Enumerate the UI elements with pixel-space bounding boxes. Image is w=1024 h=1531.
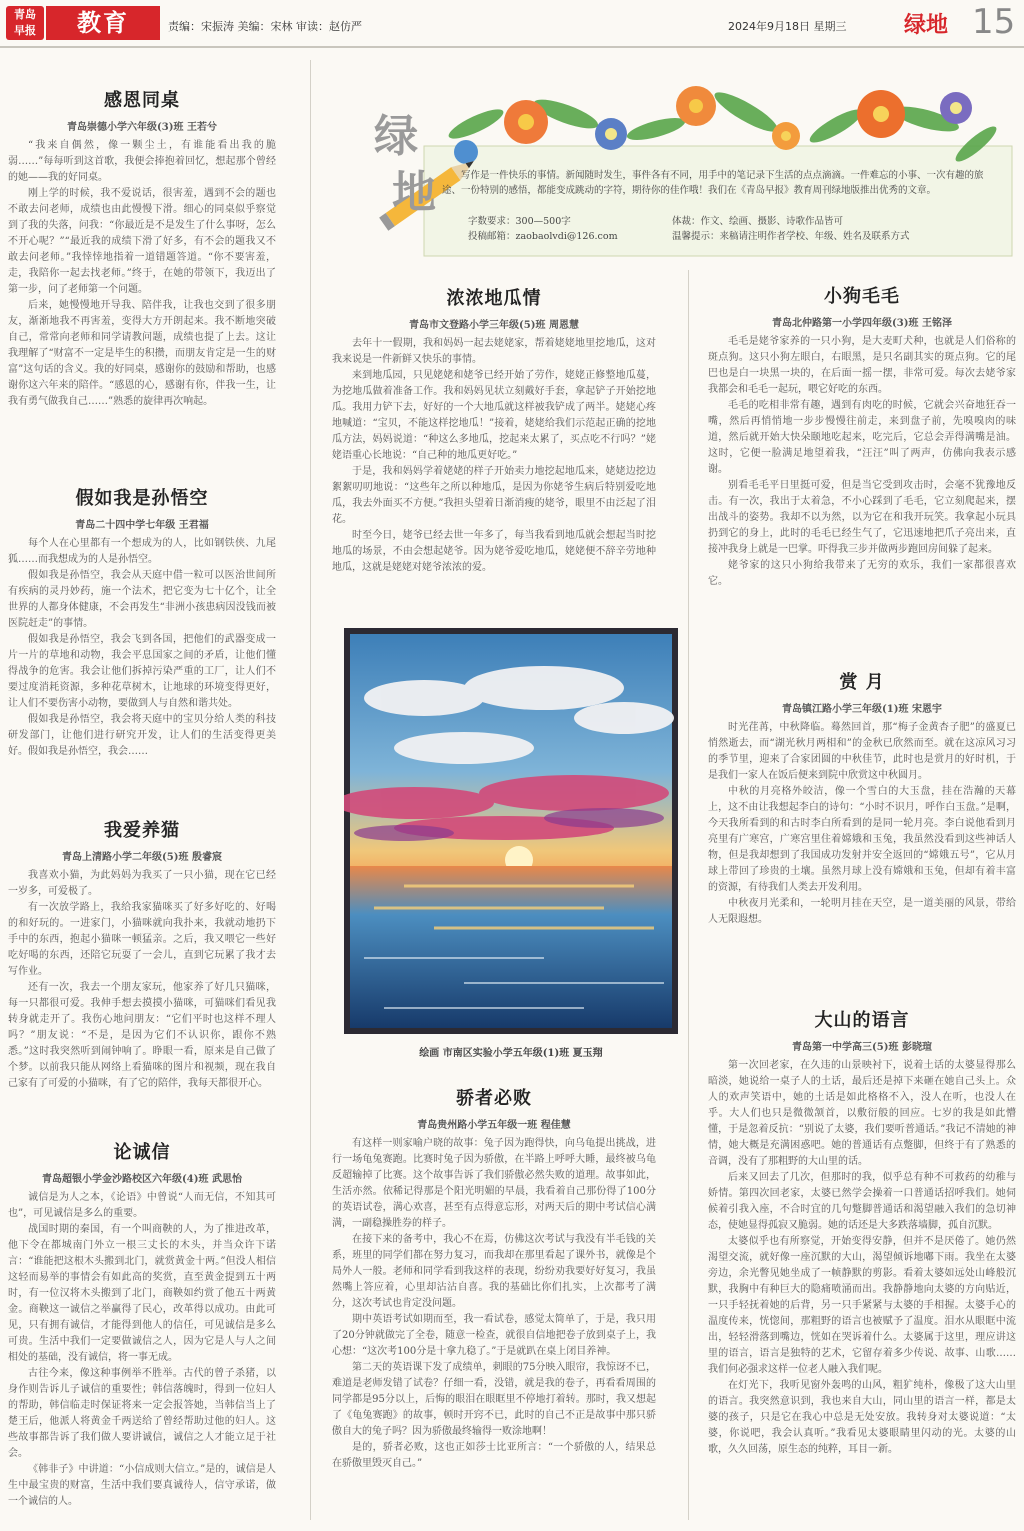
article-paragraph: 有这样一则家喻户晓的故事：兔子因为跑得快，向乌龟提出挑战，进行一场龟兔赛跑。比赛时兔子因为骄傲，在半路上呼呼大睡，最终被乌龟反超输掉了比赛。这个故事告诉了我们骄傲必然失败的道理。故事如此，生活亦然。依稀记得那是个阳光明媚的早晨，我看着自己那份得了100分的英语试卷，满心欢喜，甚至有点得意忘形，对两天后的期中考试信心满满，一副稳操胜券的样子。 (332, 1138, 656, 1229)
article-puppy-maomao (708, 282, 1016, 590)
editor-credits: 责编：宋振涛 美编：宋林 审读：赵仿严 (168, 20, 362, 33)
article-paragraph: 后来又回去了几次，但那时的我，似乎总有种不可救药的幼稚与娇情。第四次回老家，太婆已然学会操着一口普通话招呼我们。她伺候着引我入座，不合时宜的几句蹩脚普通话和渴望融入我们的急切神态，使她显得孤寂又脆弱。她的话还是大多跌落墙脚，孤自沉默。 (708, 1172, 1016, 1231)
article-byline: 青岛北仲路第一小学四年级(3)班 王铭泽 (772, 318, 952, 329)
article-title: 假如我是孙悟空 (75, 488, 209, 509)
article-title: 感恩同桌 (104, 90, 180, 111)
article-sweet-potato (332, 284, 656, 576)
article-title: 浓浓地瓜情 (446, 288, 542, 309)
article-paragraph: 于是，我和妈妈学着姥姥的样子开始卖力地挖起地瓜来，姥姥边挖边絮絮叨叨地说：“这些年之所以种地瓜，是因为你姥爷生病后特别爱吃地瓜，我去外面买不方便。”我担头望着日渐消瘦的姥爷，眼里不由泛起了泪花。 (332, 466, 656, 525)
article-body (332, 1136, 656, 1472)
article-title: 骄者必败 (456, 1088, 532, 1109)
article-paragraph: “我来自偶然，像一颗尘土，有谁能看出我的脆弱……”每每听到这首歌，我便会捧抱着回忆，想起那个曾经的她——我的好同桌。 (8, 140, 276, 183)
article-gratitude-deskmate (8, 86, 276, 410)
article-paragraph: 假如我是孙悟空，我会飞到各国，把他们的武器变成一片一片的草地和动物，我会平息国家之间的矛盾，让他们懂得战争的危害。我会让他们拆掉污染严重的工厂，让人们不要过度消耗资源，多种花草树木，让地球的环境变得更好，让人们不要伤害小动物，要做到人与自然和谐共处。 (8, 634, 276, 709)
article-byline: 青岛上清路小学二年级(5)班 殷睿宸 (62, 852, 222, 863)
banner-intro (442, 168, 1002, 198)
article-body (708, 1058, 1016, 1458)
article-body (8, 536, 276, 760)
article-paragraph: 第一次回老家，在久违的山景映衬下，说着土话的太婆显得那么暗淡，她说给一桌子人的土话，最后还是掉下来砸在她自己头上。众人的欢声笑语中，她的土话是如此格格不入，没人在听，也没人在乎。大人们也只是微微颔首，以敷衍般的回应。七岁的我是如此懵懂，于是忽着反抗：“别说了太婆，我们要听普通话。”我记不清她的神情，她大概是充满困惑吧。她的普通话有点蹩脚，但终于有了熟悉的音调，没有了那粗野的大山里的话。 (708, 1060, 1016, 1167)
article-byline: 青岛崇德小学六年级(3)班 王若兮 (67, 122, 217, 133)
painting-caption: 绘画 市南区实验小学五年级(1)班 夏玉翔 (419, 1048, 603, 1059)
article-body (708, 720, 1016, 928)
article-paragraph: 期中英语考试如期而至，我一看试卷，感觉太简单了，于是，我只用了20分钟就做完了全卷，随意一检查，就很自信地把卷子放到桌子上，我心想：“这次考100分是十拿九稳了。”于是就趴在桌上闭目养神。 (332, 1314, 656, 1357)
logo-bottom-text: 早报 (14, 24, 36, 37)
issue-date: 2024年9月18日 星期三 (728, 20, 847, 33)
header-divider (0, 46, 1024, 48)
article-i-love-cats (8, 816, 276, 1092)
article-paragraph: 来到地瓜园，只见姥姥和姥爷已经开始了劳作，姥姥正修整地瓜蔓，为挖地瓜做着准备工作。我和妈妈见状立刻戴好手套，拿起铲子开始挖地瓜。我用力铲下去，好好的一个大地瓜就这样被我铲成了两半。姥姥心疼地喊道：“宝贝，不能这样挖地瓜！”接着，姥姥给我们示范起正确的挖地瓜方法，妈妈说道：“种这么多地瓜，挖起来太累了，买点吃不行吗？”姥姥语重心长地说：“自己种的地瓜更好吃。” (332, 370, 656, 461)
article-body (8, 138, 276, 410)
word-count-requirement: 字数要求：300—500字 (468, 216, 571, 227)
logo-top-text: 青岛 (14, 8, 36, 21)
article-pride-fails (332, 1084, 656, 1472)
article-body (708, 334, 1016, 590)
article-paragraph: 中秋的月亮格外皎洁，像一个雪白的大玉盘，挂在浩瀚的天幕上，这不由让我想起李白的诗句：“小时不识月，呼作白玉盘。”是啊，今天我所看到的和古时李白所看到的是同一轮月亮。李白说他看到月亮里有广寒宫，广寒宫里住着嫦娥和玉兔，我虽然没看到这些神话人物，但是我却想到了我国成功发射并安全返回的“嫦娥五号”，它从月球上带回了珍贵的土壤。虽然月球上没有嫦娥和玉兔，但却有着丰富的资源，有待我们人类去开发利用。 (708, 786, 1016, 893)
article-title: 小狗毛毛 (824, 286, 900, 307)
article-body (8, 868, 276, 1092)
banner-char-green: 绿 (374, 111, 418, 162)
article-paragraph: 战国时期的秦国，有一个叫商鞅的人，为了推进改革，他下令在都城南门外立一根三丈长的木头，并当众许下诺言：“谁能把这根木头搬到北门，就赏黄金十两。”但没人相信这轻而易举的事情会有如此高的奖赏，直至黄金提到五十两时，有一位汉将木头搬到了北门，商鞅如约赏了他五十两黄金。商鞅这一诚信之举赢得了民心，改革得以成功。由此可见，只有拥有诚信，才能得到他人的信任，可见诚信是多么可贵。生活中我们一定要做诚信之人，因为它是人与人之间相处的基础，没有诚信，将一事无成。 (8, 1224, 276, 1363)
article-paragraph: 毛毛的吃相非常有趣，遇到有肉吃的时候，它就会兴奋地狂吞一嘴，然后再悄悄地一步步慢慢往前走，来到盘子前，先嗅嗅肉的味道，然后就开始大快朵颐地吃起来，吃完后，它总会弄得满嘴是油。这时，它便一脸满足地望着我，“汪汪”叫了两声，仿佛向我表示感谢。 (708, 400, 1016, 475)
article-paragraph: 假如我是孙悟空，我会将天庭中的宝贝分给人类的科技研发部门，让他们进行研究开发，让人们的生活变得更美好。假如我是孙悟空，我会…… (8, 714, 276, 757)
article-paragraph: 在接下来的备考中，我心不在焉，仿佛这次考试与我没有半毛钱的关系，班里的同学们都在努力复习，而我却在那里看起了课外书，就像是个局外人一般。老师和同学看到我这样的表现，纷纷劝我要好好复习，我虽然嘴上答应着，心里却沾沾自喜。我的基础比你们扎实，上次都考了满分，这次考试也肯定没问题。 (332, 1234, 656, 1309)
article-paragraph: 在灯光下，我听见窗外轰鸣的山风，粗犷纯朴，像极了这大山里的语言。我突然意识到，我也来自大山，同山里的语言一样，都是太婆的孩子，只是它在我心中总是无处安放。我转身对太婆说道：“太婆，你说吧，我会认真听。”我看见太婆眼睛里闪动的光。太婆的山歌，久久回荡，原生态的纯粹，耳目一新。 (708, 1380, 1016, 1455)
article-byline: 青岛二十四中学七年级 王君福 (75, 520, 209, 531)
section-title: 教育 (46, 6, 160, 40)
banner-char-land: 地 (392, 167, 436, 218)
article-paragraph: 刚上学的时候，我不爱说话，很害羞，遇到不会的题也不敢去问老师，成绩也由此慢慢下滑。细心的同桌似乎察觉到了我的失落，问我：“你最近是不是发生了什么事呀，怎么不开心呢？”“最近我的成绩下滑了好多，有不会的题我又不敢去问老师。”我悻悻地指着一道错题答道。“你不要害羞，走，我陪你一起去找老师。”终于，在她的带领下，我迈出了第一步，问了老师第一个问题。 (8, 188, 276, 295)
submission-info (468, 214, 1008, 244)
article-body (8, 1190, 276, 1510)
article-title: 大山的语言 (814, 1010, 910, 1031)
banner-intro-text: 写作是一件快乐的事情。新闻随时发生，事件各有不同，用手中的笔记录下生活的点点滴滴。一件难忘的小事、一次有趣的旅途、一份特别的感悟，都能变成跳动的字符，期待你的佳作哦！我们在《青岛早报》教育周刊绿地版推出优秀的文章。 (442, 170, 984, 196)
article-paragraph: 我喜欢小猫，为此妈妈为我买了一只小猫，现在它已经一岁多，可爱极了。 (8, 870, 276, 897)
article-paragraph: 姥爷家的这只小狗给我带来了无穷的欢乐，我们一家都很喜欢它。 (708, 560, 1016, 587)
article-paragraph: 中秋夜月光柔和，一轮明月挂在天空，是一道美丽的风景，带给人无限遐想。 (708, 898, 1016, 925)
article-paragraph: 去年十一假期，我和妈妈一起去姥姥家，帮着姥姥地里挖地瓜，这对我来说是一件新鲜又快乐的事情。 (332, 338, 656, 365)
article-paragraph: 别看毛毛平日里挺可爱，但是当它受到攻击时，会毫不犹豫地反击。有一次，我出于太着急，不小心踩到了毛毛，它立刻爬起来，摆出战斗的姿势。我却不以为然，以为它在和我开玩笑。我拿起小玩具扔到它的身上，此时的毛毛已经生气了，它迅速地把爪子亮出来，直接冲我身上就是一巴掌。吓得我三步并做两步跑回房间躲了起来。 (708, 480, 1016, 555)
submission-email[interactable]: 投稿邮箱：zaobaolvdi@126.com (468, 231, 618, 242)
article-title: 赏 月 (839, 672, 885, 693)
article-paragraph: 后来，她慢慢地开导我、陪伴我，让我也交到了很多朋友，渐渐地我不再害羞，变得大方开朗起来。我不断地突破自己，常常向老师和同学请教问题，成绩也提了上去。这让我理解了“财富不一定是毕生的积攒，而朋友肯定是一生的财富”这句话的含义。我的好同桌，感谢你的鼓励和帮助，也感谢你这六年来的陪伴。“感恩的心，感谢有你，伴我一生，让我有勇气做我自己……”熟悉的旋律再次响起。 (8, 300, 276, 407)
article-title: 论诚信 (113, 1142, 171, 1163)
article-paragraph: 有一次放学路上，我给我家猫咪买了好多好吃的、好喝的和好玩的。一进家门，小猫咪就向我扑来，我就动地扔下手中的东西，抱起小猫咪一顿猛亲。之后，我又喂它一些好吃好喝的东西，还陪它玩耍了一会儿，直到它玩累了我才去写作业。 (8, 902, 276, 977)
article-byline: 青岛贵州路小学五年级一班 程佳慧 (417, 1120, 571, 1131)
newspaper-logo (6, 6, 44, 40)
article-on-integrity (8, 1138, 276, 1510)
article-paragraph: 毛毛是姥爷家养的一只小狗，是大麦町犬种，也就是人们俗称的斑点狗。这只小狗左眼白，右眼黑，是只名副其实的斑点狗。它的尾巴也是白一块黑一块的，在后面一摇一摆，非常可爱。每次去姥爷家我都会和毛毛一起玩，喂它好吃的东西。 (708, 336, 1016, 395)
article-mountain-language (708, 1006, 1016, 1458)
article-paragraph: 每个人在心里都有一个想成为的人，比如钢铁侠、九尾狐……而我想成为的人是孙悟空。 (8, 538, 276, 565)
submission-tip: 温馨提示：来稿请注明作者学校、年级、姓名及联系方式 (672, 231, 910, 242)
article-byline: 青岛超银小学金沙路校区六年级(4)班 武思怡 (42, 1174, 242, 1185)
article-paragraph: 第二天的英语课下发了成绩单，刺眼的75分映入眼帘，我惊讶不已，难道是老师发错了试卷？仔细一看，没错，就是我的卷子，再看看周围的同学都是95分以上，后悔的眼泪在眼眶里不停地打着转。那时，我又想起了《龟兔赛跑》的故事，顿时开窍不已，此时的自己不正是故事中那只骄傲自大的兔子吗？因为骄傲最终输得一败涂地啊！ (332, 1362, 656, 1437)
article-moon-viewing (708, 668, 1016, 928)
article-title: 我爱养猫 (104, 820, 180, 841)
genre-requirement: 体裁：作文、绘画、摄影、诗歌作品皆可 (672, 216, 844, 227)
article-paragraph: 还有一次，我去一个朋友家玩，他家养了好几只猫咪，每一只都很可爱。我伸手想去摸摸小猫咪，可猫咪们看见我转身就走开了。我伤心地问朋友：“它们平时也这样不理人吗？”朋友说：“不是，是因为它们不认识你，跟你不熟悉。”这时我突然听到闹钟响了。睁眼一看，原来是自己做了个梦。以前我只能从网络上看猫咪的图片和视频，现在我自己家有了可爱的小猫咪，有了它的陪伴，我每天都很开心。 (8, 982, 276, 1089)
article-paragraph: 时至今日，姥爷已经去世一年多了，每当我看到地瓜就会想起当时挖地瓜的场景，不由会想起姥爷。因为姥爷爱吃地瓜，姥姥便不辞辛劳地种地瓜，这就是姥姥对姥爷浓浓的爱。 (332, 530, 656, 573)
article-paragraph: 假如我是孙悟空，我会从天庭中借一粒可以医治世间所有疾病的灵丹妙药，施一个法术，把它变为七十亿个，让全世界的人都身体健康，不会再发生“非洲小孩患病因没钱而被医院赶走”的事情。 (8, 570, 276, 629)
article-body (332, 336, 656, 576)
article-paragraph: 《韩非子》中讲道：“小信成则大信立。”是的，诚信是人生中最宝贵的财富，生活中我们要真诚待人，信守承诺，做一个诚信的人。 (8, 1464, 276, 1507)
column-divider (688, 270, 689, 1520)
article-paragraph: 太婆似乎也有所察觉，开始变得安静，但并不是厌倦了。她仍然渴望交流，就好像一座沉默的大山，渴望倾诉地嘟下雨。我坐在太婆旁边，余光瞥见她坐成了一帧静默的剪影。看着太婆如远处山峰般沉默，我胸中有种巨大的隐痛喷涌而出。我静静地向太婆的方向贴近，一只手轻抚着她的后背，另一只手紧紧与太婆的手相握。太婆手心的温度传来，恍惚间，那粗野的语言也被赋予了温度。泪水从眼眶中流出，轻轻滑落到嘴边，恍如在哭诉着什么。太婆属于这里，理应讲这里的语言，语言是独特的艺术，它留存着多少传说、故事、山歌……我们何必强求这样一位老人融入我们呢。 (708, 1236, 1016, 1375)
sunset-painting (344, 628, 678, 1034)
article-paragraph: 时光荏苒，中秋降临。蓦然回首，那“梅子金黄杏子肥”的盛夏已悄然逝去，而“湖光秋月两相和”的金秋已欣然而至。就在这凉风习习的季节里，迎来了合家团圆的中秋佳节，此时也是赏月的好时机，于是我们一家人在饭后便来到院中欣赏这中秋圆月。 (708, 722, 1016, 781)
article-monkey-king (8, 484, 276, 760)
masthead (0, 0, 1024, 46)
article-byline: 青岛镇江路小学三年级(1)班 宋恩宇 (782, 704, 942, 715)
article-paragraph: 诚信是为人之本，《论语》中曾说“人而无信，不知其可也”，可见诚信是多么的重要。 (8, 1192, 276, 1219)
page-number: 15 (972, 2, 1016, 42)
column-divider (310, 60, 311, 1520)
article-paragraph: 古往今来，像这种事例举不胜举。古代的曾子杀猪，以身作则告诉儿子诚信的重要性；韩信落魄时，得到一位妇人的帮助，韩信临走时保证将来一定会报答她，当韩信当上了楚王后，他派人将黄金千两送给了曾经帮助过他的妇人。这些故事都告诉了我们做人要讲诚信，诚信之人才能立足于社会。 (8, 1368, 276, 1459)
article-byline: 青岛市文登路小学三年级(5)班 周恩慧 (409, 320, 579, 331)
page-label: 绿地 (904, 13, 949, 38)
article-paragraph: 是的，骄者必败，这也正如莎士比亚所言：“一个骄傲的人，结果总在骄傲里毁灭自己。” (332, 1442, 656, 1469)
article-byline: 青岛第一中学高三(5)班 彭晓瑄 (792, 1042, 932, 1053)
